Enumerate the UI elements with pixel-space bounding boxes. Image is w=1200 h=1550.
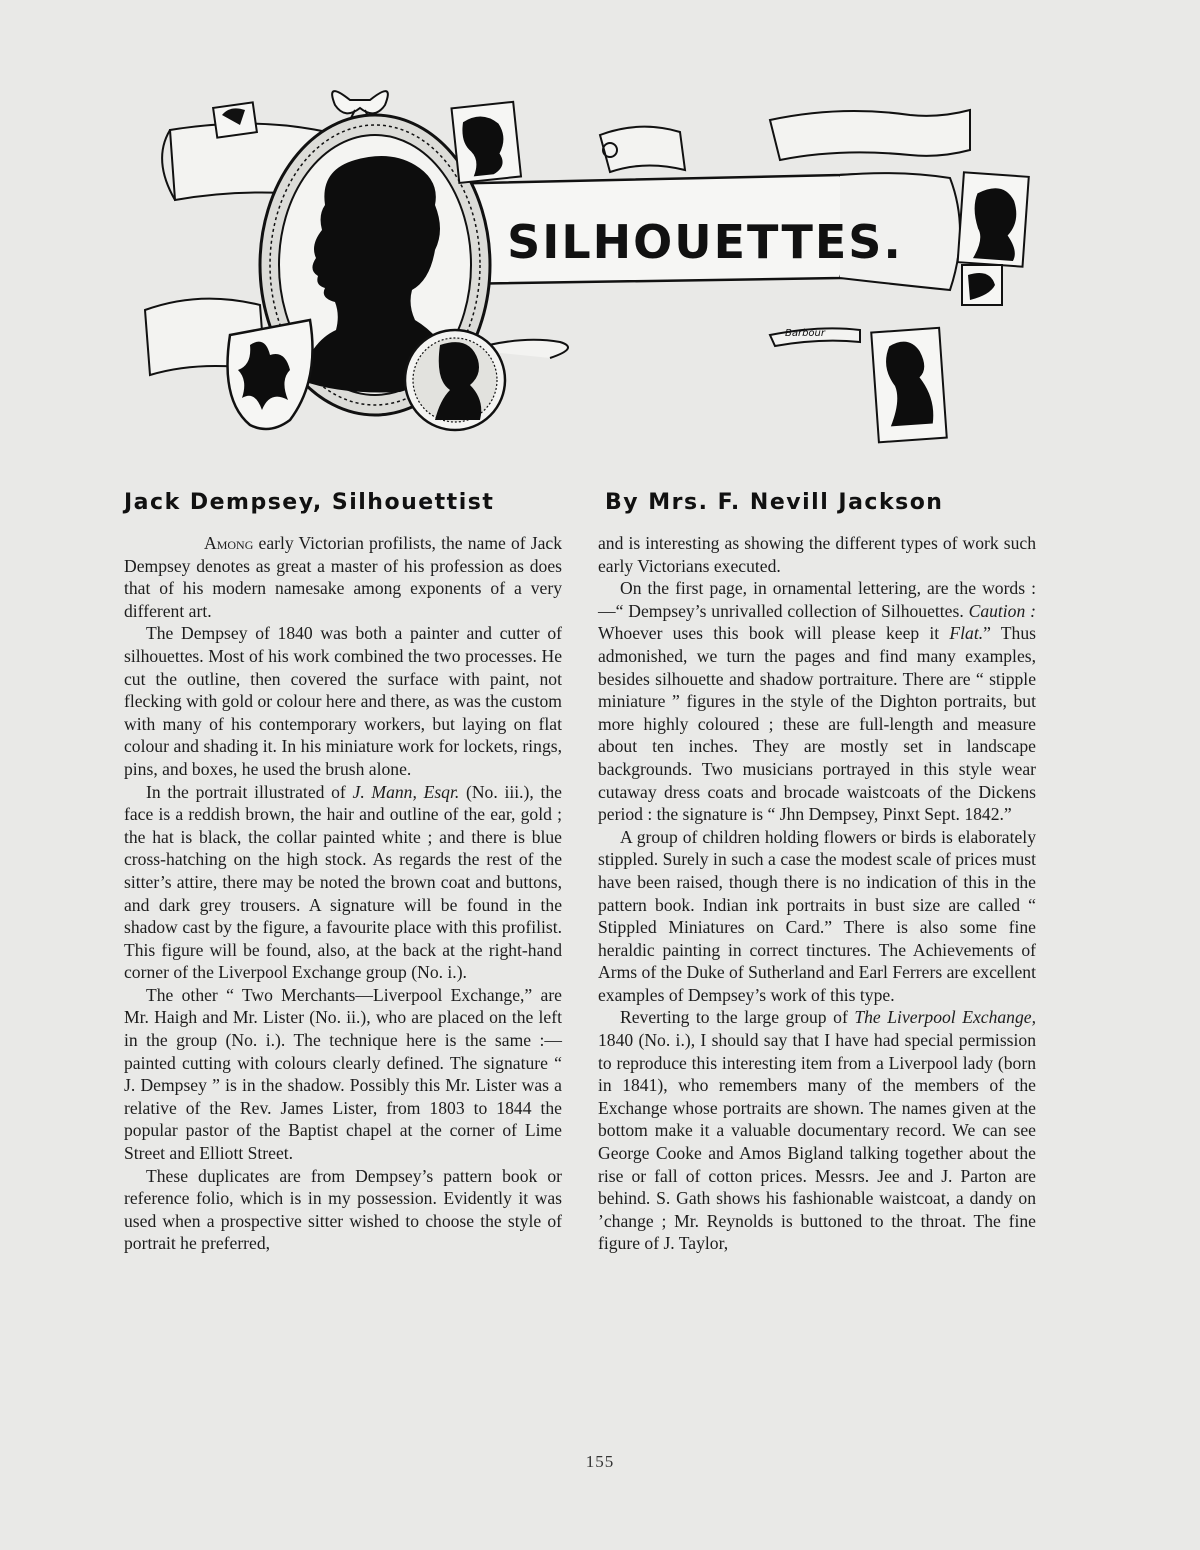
drop-word: Among bbox=[204, 533, 254, 553]
italic-text: Flat. bbox=[949, 623, 984, 644]
paragraph: The other “ Two Merchants—Liverpool Exchange,” are Mr. Haigh and Mr. Lister (No. ii.), who are placed on the left in the group (No. i.). The technique here is the same :—painted cutting with colours clearly defined. The signature “ J. Dempsey ” is in the shadow. Possibly this Mr. Lister was a relative of the Rev. James Lister, from 1803 to 1844 the popular pastor of the Baptist chapel at the corner of Lime Street and Elliott Street. bbox=[124, 984, 562, 1164]
left-column bbox=[124, 532, 562, 1255]
paragraph: A group of children holding flowers or birds is elaborately stippled. Surely in such a case the modest scale of prices must have been raised, though there is no indication of this in the pattern book. Indian ink portraits in bust size are called “ Stippled Miniatures on Card.” There is also some fine heraldic painting in correct tinctures. The Achievements of Arms of the Duke of Sutherland and Earl Ferrers are excellent examples of Dempsey’s work of this type. bbox=[598, 826, 1036, 1005]
italic-text: Caution : bbox=[968, 600, 1036, 621]
paragraph: The Dempsey of 1840 was both a painter and cutter of silhouettes. Most of his work combined the two processes. He cut the outline, then covered the surface with paint, not flecking with gold or colour here and there, as was the custom with many of his contemporary workers, but laying on flat colour and shading it. In his miniature work for lockets, rings, pins, and boxes, he used the brush alone. bbox=[124, 623, 562, 779]
article-byline: By Mrs. F. Nevill Jackson bbox=[605, 490, 944, 515]
paragraph-text: Whoever uses this book will please keep it bbox=[598, 623, 950, 644]
paragraph-text: 1840 (No. i.), I should say that I have had special permission to reproduce this interesting item from a Liverpool lady (born in 1841), who remembers many of the members of the Exchange whose portraits are shown. The names given at the bottom make it a valuable documentary record. We can see George Cooke and Amos Bigland talking together about the rise or fall of cotton prices. Messrs. Jee and J. Parton are behind. S. Gath shows his fashionable waistcoat, a dandy on ’change ; Mr. Reynolds is buttoned to the throat. The fine figure of J. Taylor, bbox=[598, 1030, 1036, 1254]
paragraph-text: early Victorian profilists, the name of Jack Dempsey denotes as great a master of his profession as does that of his modern namesake among exponents of a very different art. bbox=[124, 533, 562, 621]
paragraph-text: In the portrait illustrated of bbox=[146, 781, 353, 802]
silhouettes-banner-illustration bbox=[140, 80, 1060, 450]
banner-title: SILHOUETTES. bbox=[507, 215, 903, 269]
paragraph-text: (No. iii.), the face is a reddish brown, the hair and outline of the ear, gold ; the hat is black, the collar painted white ; and there is blue cross-hatching on the high stock. As regards the rest of the sitter’s attire, there may be noted the brown coat and buttons, and dark grey trousers. A signature will be found in the shadow cast by the figure, a favourite place with this profilist. This figure will be found, also, at the back at the right-hand corner of the Liverpool Exchange group (No. i.). bbox=[124, 781, 562, 983]
artist-signature: Barbour bbox=[784, 328, 826, 339]
paragraph bbox=[598, 577, 1036, 826]
article-title: Jack Dempsey, Silhouettist bbox=[124, 490, 495, 515]
paragraph bbox=[124, 781, 562, 984]
paragraph: These duplicates are from Dempsey’s pattern book or reference folio, which is in my possession. Evidently it was used when a prospective sitter wished to choose the style of portrait he preferred, bbox=[124, 1165, 562, 1254]
paragraph bbox=[598, 1006, 1036, 1255]
paragraph bbox=[124, 532, 562, 622]
paragraph-text: ” Thus admonished, we turn the pages and find many examples, besides silhouette and shadow portraiture. There are “ stipple miniature ” figures in the style of the Dighton portraits, but more highly coloured ; these are full-length and measure about ten inches. They are mostly set in landscape backgrounds. Two musicians portrayed in this style wear cutaway dress coats and brocade waistcoats of the Dickens period : the signature is “ Jhn Dempsey, Pinxt Sept. 1842.” bbox=[598, 623, 1036, 825]
italic-text: The Liverpool Exchange, bbox=[854, 1007, 1036, 1028]
right-column bbox=[598, 532, 1036, 1255]
paragraph-text: Reverting to the large group of bbox=[620, 1007, 855, 1028]
paragraph: and is interesting as showing the different types of work such early Victorians executed. bbox=[598, 533, 1036, 576]
paragraph-text: On the first page, in ornamental lettering, are the words :—“ Dempsey’s unrivalled collection of Silhouettes. bbox=[598, 578, 1036, 621]
page-number: 155 bbox=[585, 1452, 615, 1471]
italic-text: J. Mann, Esqr. bbox=[352, 781, 460, 802]
